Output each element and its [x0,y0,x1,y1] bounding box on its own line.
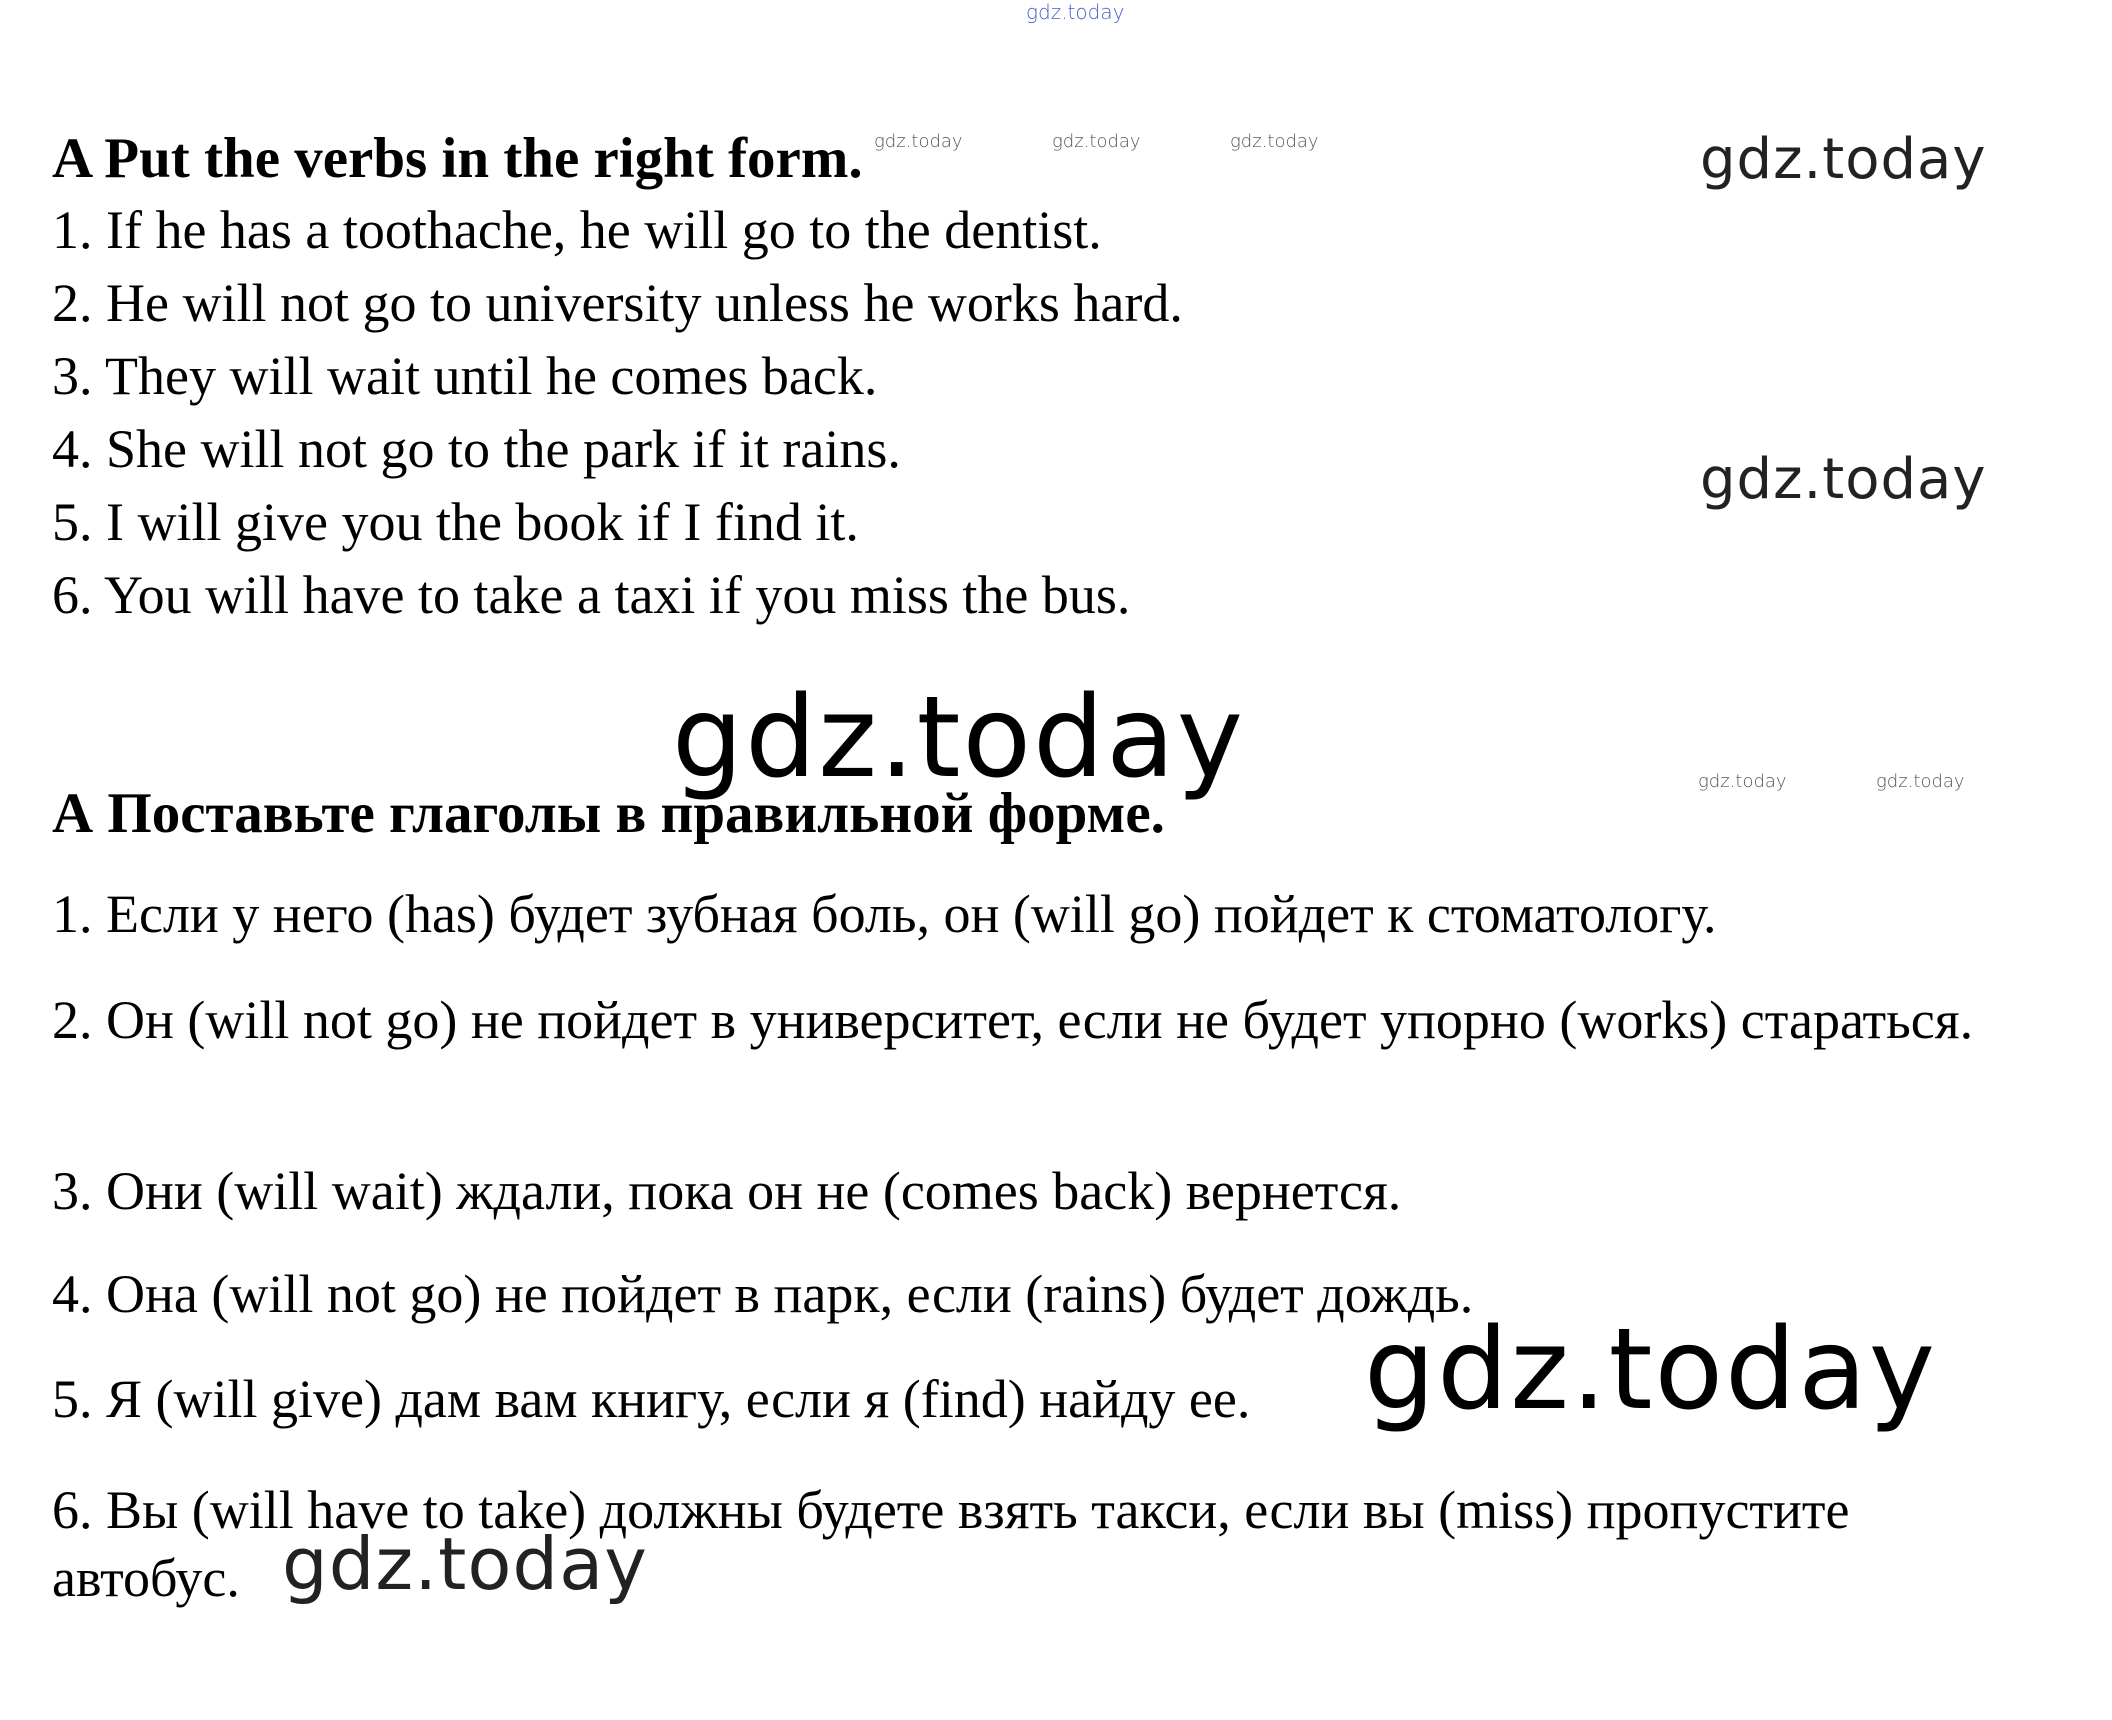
watermark-medium: gdz.today [1700,127,1987,192]
russian-item-1: 1. Если у него (has) будет зубная боль, он (will go) пойдет к стоматологу. [52,884,1717,944]
watermark-top: gdz.today [1026,0,1125,24]
watermark-small: gdz.today [1230,131,1319,152]
english-item-6: 6. You will have to take a taxi if you miss the bus. [52,565,1131,625]
english-item-2: 2. He will not go to university unless he works hard. [52,273,1183,333]
russian-item-2: 2. Он (will not go) не пойдет в университет, если не будет упорно (works) стараться. [52,990,1974,1050]
watermark-small: gdz.today [1052,131,1141,152]
english-item-3: 3. They will wait until he comes back. [52,346,878,406]
english-item-4: 4. She will not go to the park if it rains. [52,419,901,479]
russian-item-3: 3. Они (will wait) ждали, пока он не (comes back) вернется. [52,1161,1402,1221]
watermark-medium: gdz.today [282,1522,648,1606]
english-item-5: 5. I will give you the book if I find it. [52,492,859,552]
watermark-small: gdz.today [1698,771,1787,792]
english-item-1: 1. If he has a toothache, he will go to the dentist. [52,200,1102,260]
watermark-medium: gdz.today [1700,447,1987,512]
russian-heading: А Поставьте глаголы в правильной форме. [52,782,1165,845]
watermark-small: gdz.today [874,131,963,152]
watermark-large: gdz.today [1364,1305,1938,1435]
watermark-small: gdz.today [1876,771,1965,792]
russian-item-6: 6. Вы (will have to take) должны будете взять такси, если вы (miss) пропустите автобус. [52,1480,1850,1608]
russian-item-5: 5. Я (will give) дам вам книгу, если я (find) найду ее. [52,1369,1251,1429]
english-heading: A Put the verbs in the right form. [52,127,863,190]
watermark-large: gdz.today [672,673,1246,803]
russian-item-4: 4. Она (will not go) не пойдет в парк, если (rains) будет дождь. [52,1264,1474,1324]
